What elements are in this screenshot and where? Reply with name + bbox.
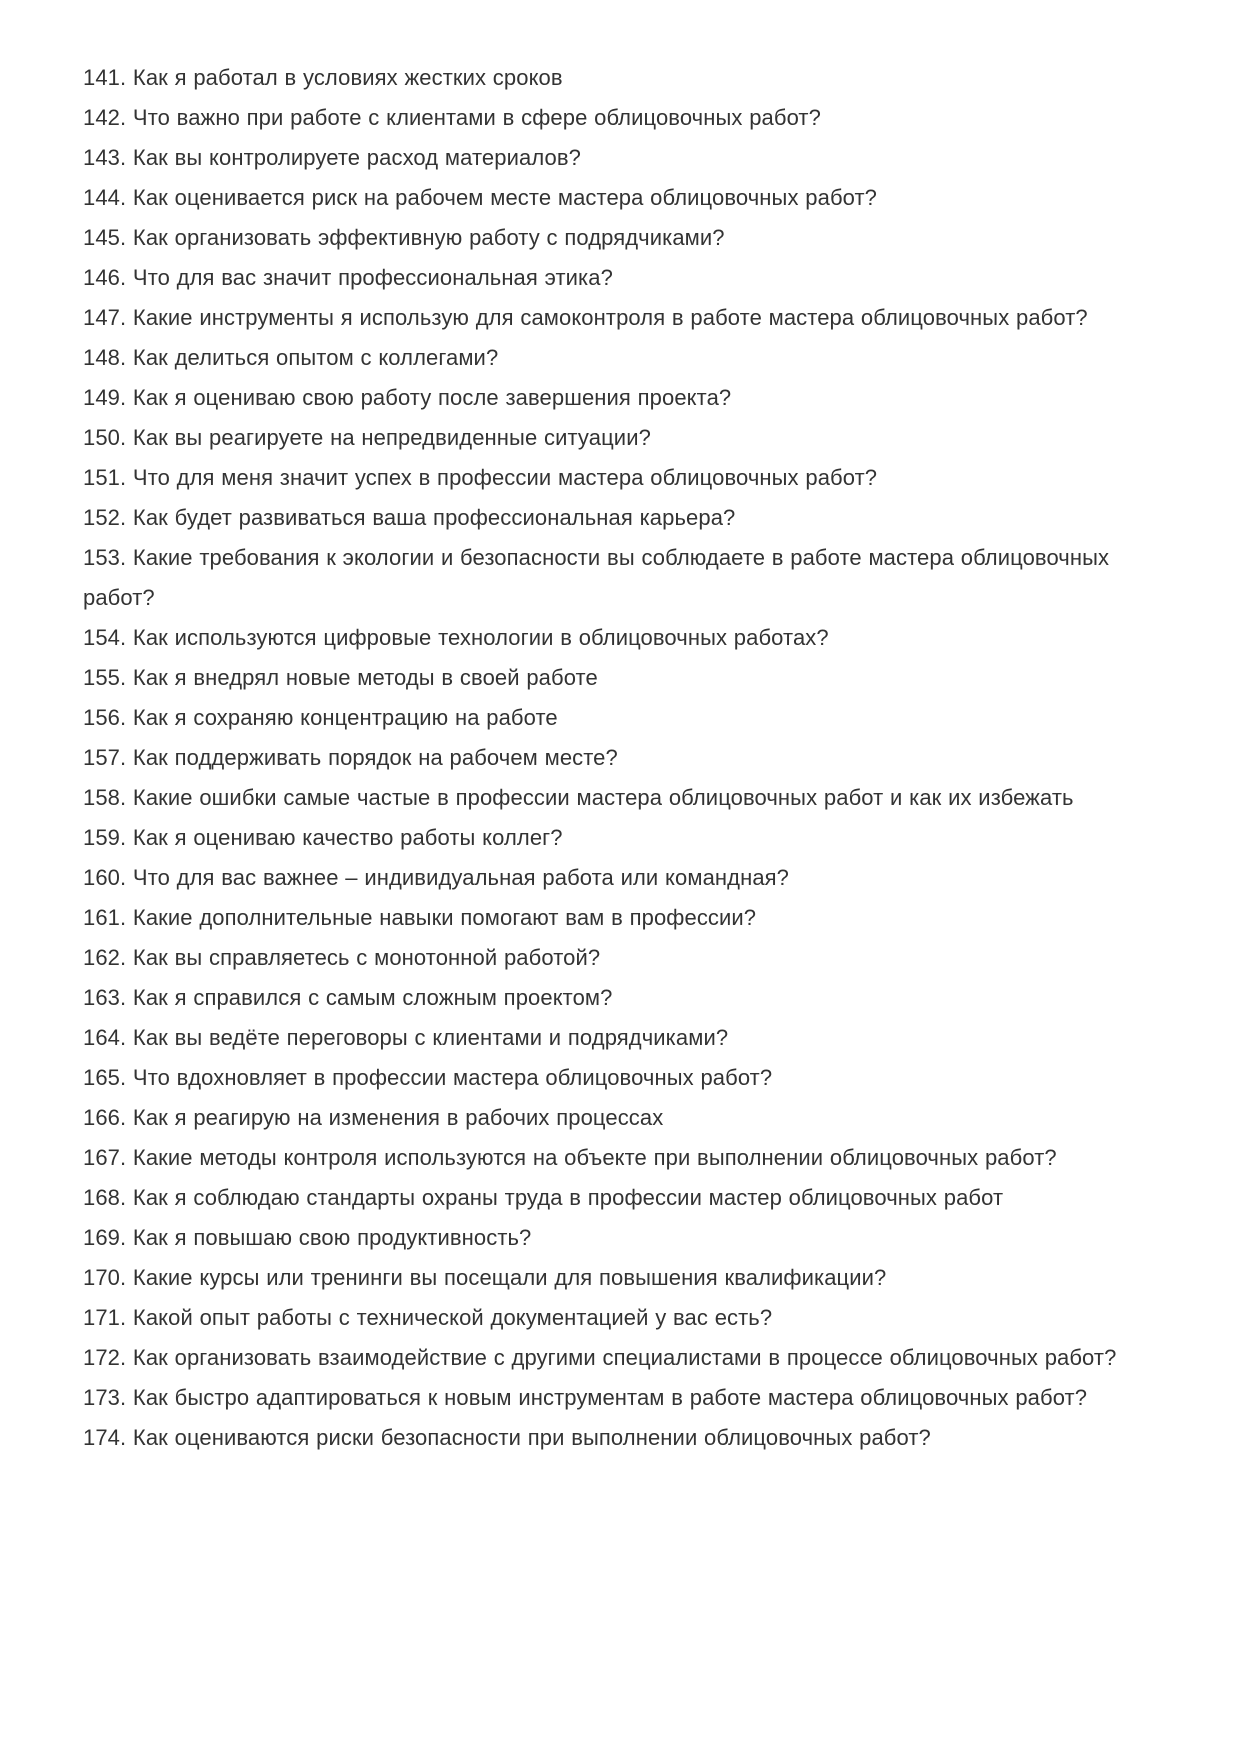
question-list: [83, 58, 1169, 1458]
list-item: 172. Как организовать взаимодействие с другими специалистами в процессе облицовочных работ?: [83, 1345, 1117, 1370]
list-item: 162. Как вы справляетесь с монотонной работой?: [83, 945, 601, 970]
list-item: 152. Как будет развиваться ваша профессиональная карьера?: [83, 505, 736, 530]
list-item: 174. Как оцениваются риски безопасности при выполнении облицовочных работ?: [83, 1425, 931, 1450]
list-item: 156. Как я сохраняю концентрацию на работе: [83, 705, 558, 730]
list-item: 150. Как вы реагируете на непредвиденные ситуации?: [83, 425, 651, 450]
list-item: 170. Какие курсы или тренинги вы посещали для повышения квалификации?: [83, 1265, 887, 1290]
list-item: 142. Что важно при работе с клиентами в сфере облицовочных работ?: [83, 105, 821, 130]
list-item: 165. Что вдохновляет в профессии мастера облицовочных работ?: [83, 1065, 773, 1090]
list-item: 141. Как я работал в условиях жестких сроков: [83, 65, 563, 90]
list-item: 151. Что для меня значит успех в профессии мастера облицовочных работ?: [83, 465, 878, 490]
list-item: 166. Как я реагирую на изменения в рабочих процессах: [83, 1105, 664, 1130]
list-item: 143. Как вы контролируете расход материалов?: [83, 145, 581, 170]
list-item: 147. Какие инструменты я использую для самоконтроля в работе мастера облицовочных работ?: [83, 305, 1088, 330]
list-item: 149. Как я оцениваю свою работу после завершения проекта?: [83, 385, 732, 410]
list-item: 148. Как делиться опытом с коллегами?: [83, 345, 499, 370]
list-item: 159. Как я оцениваю качество работы коллег?: [83, 825, 563, 850]
list-item: 173. Как быстро адаптироваться к новым инструментам в работе мастера облицовочных работ?: [83, 1385, 1088, 1410]
list-item: 171. Какой опыт работы с технической документацией у вас есть?: [83, 1305, 773, 1330]
list-item: 157. Как поддерживать порядок на рабочем месте?: [83, 745, 618, 770]
list-item: 155. Как я внедрял новые методы в своей работе: [83, 665, 598, 690]
list-item: 146. Что для вас значит профессиональная этика?: [83, 265, 613, 290]
list-item: 145. Как организовать эффективную работу с подрядчиками?: [83, 225, 725, 250]
list-item: 163. Как я справился с самым сложным проектом?: [83, 985, 613, 1010]
list-item: 154. Как используются цифровые технологии в облицовочных работах?: [83, 625, 829, 650]
list-item: 153. Какие требования к экологии и безопасности вы соблюдаете в работе мастера облицовочных работ?: [83, 545, 1110, 610]
list-item: 167. Какие методы контроля используются на объекте при выполнении облицовочных работ?: [83, 1145, 1057, 1170]
list-item: 169. Как я повышаю свою продуктивность?: [83, 1225, 532, 1250]
list-item: 168. Как я соблюдаю стандарты охраны труда в профессии мастер облицовочных работ: [83, 1185, 1004, 1210]
list-item: 161. Какие дополнительные навыки помогают вам в профессии?: [83, 905, 757, 930]
list-item: 158. Какие ошибки самые частые в профессии мастера облицовочных работ и как их избежать: [83, 785, 1074, 810]
list-item: 164. Как вы ведёте переговоры с клиентами и подрядчиками?: [83, 1025, 729, 1050]
list-item: 160. Что для вас важнее – индивидуальная работа или командная?: [83, 865, 790, 890]
list-item: 144. Как оценивается риск на рабочем месте мастера облицовочных работ?: [83, 185, 878, 210]
